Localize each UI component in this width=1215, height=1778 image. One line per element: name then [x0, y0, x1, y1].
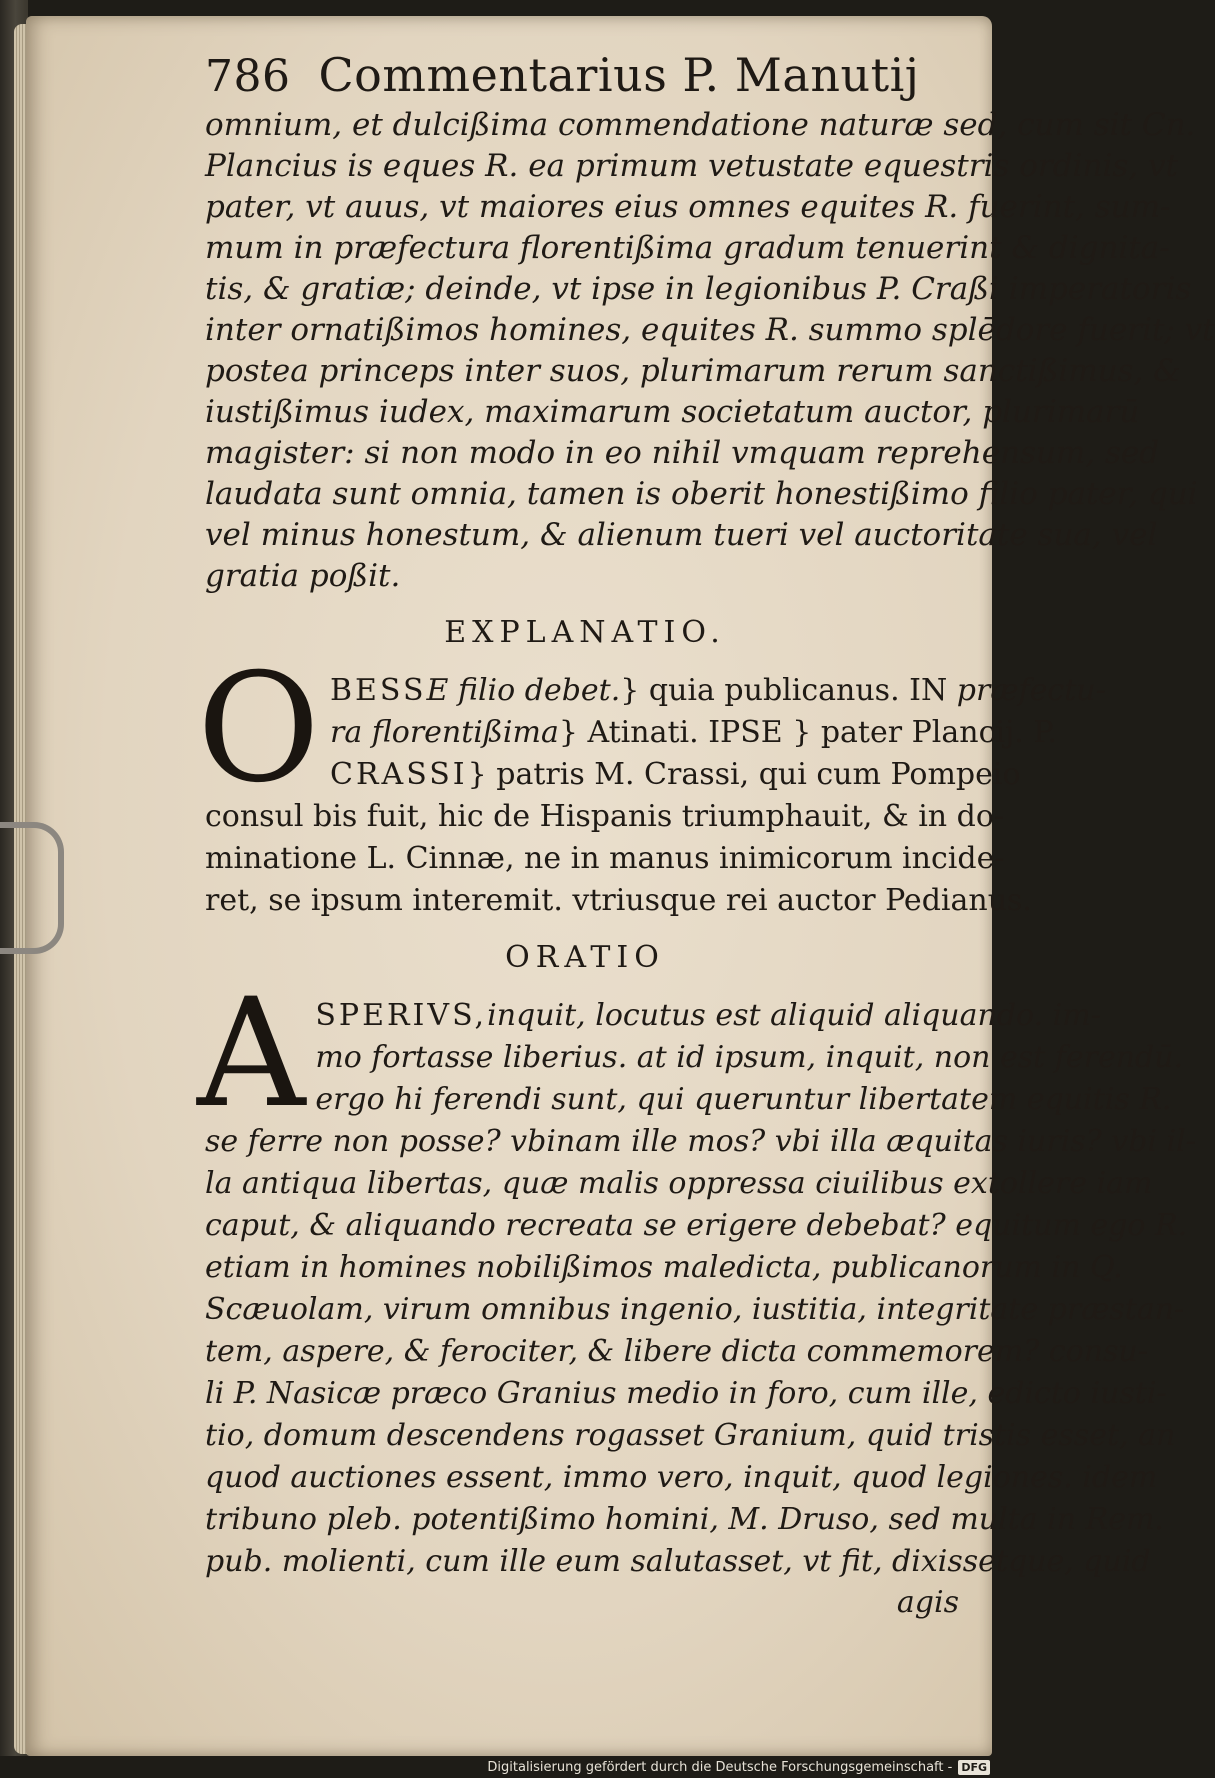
text-line: omnium, et dulcißima commendatione naturæ sed, cum sit Cn.	[205, 107, 1196, 143]
explanatio-paragraph	[197, 642, 1106, 922]
text-line: tis, & gratiæ; deinde, vt ipse in legionibus P. Craßi imperatoris	[205, 271, 1192, 307]
text-line: tio, domum descendens rogasset Granium, quid tristis esset, an	[205, 1418, 1176, 1453]
text-line: consul bis fuit, hic de Hispanis triumphauit, & in do-	[205, 799, 1005, 834]
text-line: minatione L. Cinnæ, ne in manus inimicorum incide-	[205, 841, 1005, 876]
text-line: se ferre non posse? vbinam ille mos? vbi illa æquitas iuris? vbi il-	[205, 1124, 1196, 1159]
text-line: BESSE filio debet.} quia publicanus. IN præfectu-	[329, 673, 1106, 708]
text-line: Scæuolam, virum omnibus ingenio, iustitia, integritate præstan-	[205, 1292, 1185, 1327]
text-line: li P. Nasicæ præco Granius medio in foro, cum ille, edicto iusti-	[205, 1376, 1167, 1411]
text-line: inter ornatißimos homines, equites R. summo splēdore fuerit; vt	[205, 312, 1215, 348]
dfg-logo: DFG	[958, 1760, 990, 1775]
page-header	[205, 48, 965, 102]
text-line: mo fortasse liberius. at id ipsum, inquit, non est ferendū.	[315, 1040, 1184, 1075]
dropcap-a: A	[197, 967, 306, 1141]
footer-credit: Digitalisierung gefördert durch die Deutsche Forschungsgemeinschaft -	[487, 1759, 953, 1775]
text-line: magister: si non modo in eo nihil vmquam reprehensum, sed	[205, 435, 1160, 471]
digitization-footer	[0, 1756, 1000, 1778]
text-line: laudata sunt omnia, tamen is oberit honestißimo filio pater, qui	[205, 476, 1198, 512]
text-line: pater, vt auus, vt maiores eius omnes equites R. fuerint, sum-	[205, 189, 1171, 225]
text-line: SPERIVS,inquit, locutus est aliquid aliquando. im-	[315, 998, 1101, 1033]
oratio-heading: ORATIO	[505, 940, 665, 975]
running-title: Commentarius P. Manutij	[318, 48, 920, 102]
text-line: iustißimus iudex, maximarum societatum auctor, plurimarū	[205, 394, 1140, 430]
text-line: Plancius is eques R. ea primum vetustate equestris ordinis, vt	[205, 148, 1178, 184]
text-line: tem, aspere, & ferociter, & libere dicta commemorem? consu-	[205, 1334, 1148, 1369]
text-line: ergo hi ferendi sunt, qui queruntur libertatem equitis R.	[315, 1082, 1172, 1117]
page-clip	[0, 822, 64, 954]
text-line: tribuno pleb. potentißimo homini, M. Druso, sed multa in Rem.	[205, 1502, 1164, 1537]
text-line: CRASSI} patris M. Crassi, qui cum Pompeio	[329, 757, 1021, 792]
text-line: postea princeps inter suos, plurimarum rerum sanctißimus, &	[205, 353, 1181, 389]
explanatio-heading: EXPLANATIO.	[444, 615, 726, 650]
text-line: etiam in homines nobilißimos maledicta, publicanorum in Q.	[205, 1250, 1123, 1285]
continued-text	[205, 105, 1215, 597]
oratio-paragraph	[197, 967, 1196, 1583]
text-line: quod auctiones essent, immo vero, inquit, quod legiones. idem	[205, 1460, 1158, 1495]
text-line: ra florentißima} Atinati. IPSE } pater Plancij. P.	[329, 715, 1058, 750]
text-line: caput, & aliquando recreata se erigere debebat? equitum ego R.	[205, 1208, 1188, 1243]
page-text	[197, 48, 1215, 1620]
catchword: agis	[896, 1585, 959, 1620]
text-line: ret, se ipsum interemit. vtriusque rei auctor Pedianus.	[205, 883, 1032, 918]
page-number: 786	[205, 51, 291, 102]
dropcap-o: O	[197, 642, 320, 816]
text-line: la antiqua libertas, quæ malis oppressa ciuilibus extollere iam	[205, 1166, 1153, 1201]
text-line: mum in præfectura florentißima gradum tenuerint & dignita-	[205, 230, 1170, 266]
text-line: gratia poßit.	[205, 558, 401, 594]
text-line: pub. molienti, cum ille eum salutasset, vt fit, dixissetque, quid	[205, 1544, 1151, 1579]
text-line: vel minus honestum, & alienum tueri vel auctoritate sua, vel	[205, 517, 1158, 553]
